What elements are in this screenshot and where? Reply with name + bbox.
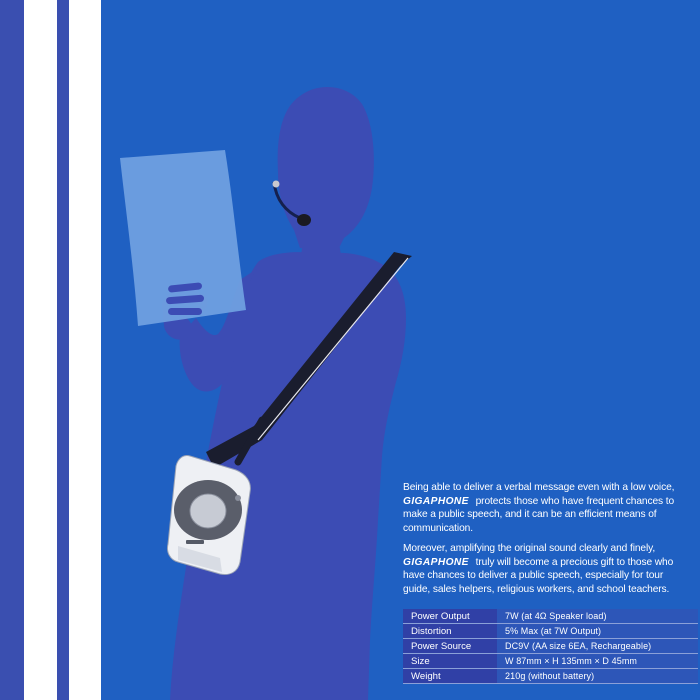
spec-value: DC9V (AA size 6EA, Rechargeable)	[497, 639, 698, 654]
spec-row	[403, 624, 698, 639]
para2-intro-text: Moreover, amplifying the original sound clearly and finely,	[403, 543, 656, 554]
para2-body-text: truly will become a precious gift to those who have chances to deliver a public speech, especially for tour guide, sales helpers, religious workers, and school teachers.	[403, 556, 674, 595]
spec-label: Weight	[403, 669, 497, 684]
spec-label: Distortion	[403, 624, 497, 639]
spec-label: Size	[403, 654, 497, 669]
specification-table	[403, 609, 698, 684]
spec-label: Power Output	[403, 609, 497, 624]
spec-value: 5% Max (at 7W Output)	[497, 624, 698, 639]
brand-name-2: GIGAPHONE	[403, 556, 469, 568]
fingers	[166, 282, 204, 315]
para1-intro-text: Being able to deliver a verbal message even with a low voice,	[403, 482, 675, 493]
portable-amplifier-icon	[167, 455, 250, 574]
spec-row	[403, 609, 698, 624]
para1-body-text: protects those who have frequent chances to make a public speech, and it can be an efficient means of communication.	[403, 495, 675, 534]
spec-value: W 87mm × H 135mm × D 45mm	[497, 654, 698, 669]
brand-name-1: GIGAPHONE	[403, 495, 469, 507]
spec-value: 210g (without battery)	[497, 669, 698, 684]
spec-row	[403, 654, 698, 669]
description-paragraph-1	[403, 481, 693, 535]
spec-row	[403, 669, 698, 684]
description-paragraph-2	[403, 542, 693, 596]
spec-value: 7W (at 4Ω Speaker load)	[497, 609, 698, 624]
spec-label: Power Source	[403, 639, 497, 654]
spec-row	[403, 639, 698, 654]
